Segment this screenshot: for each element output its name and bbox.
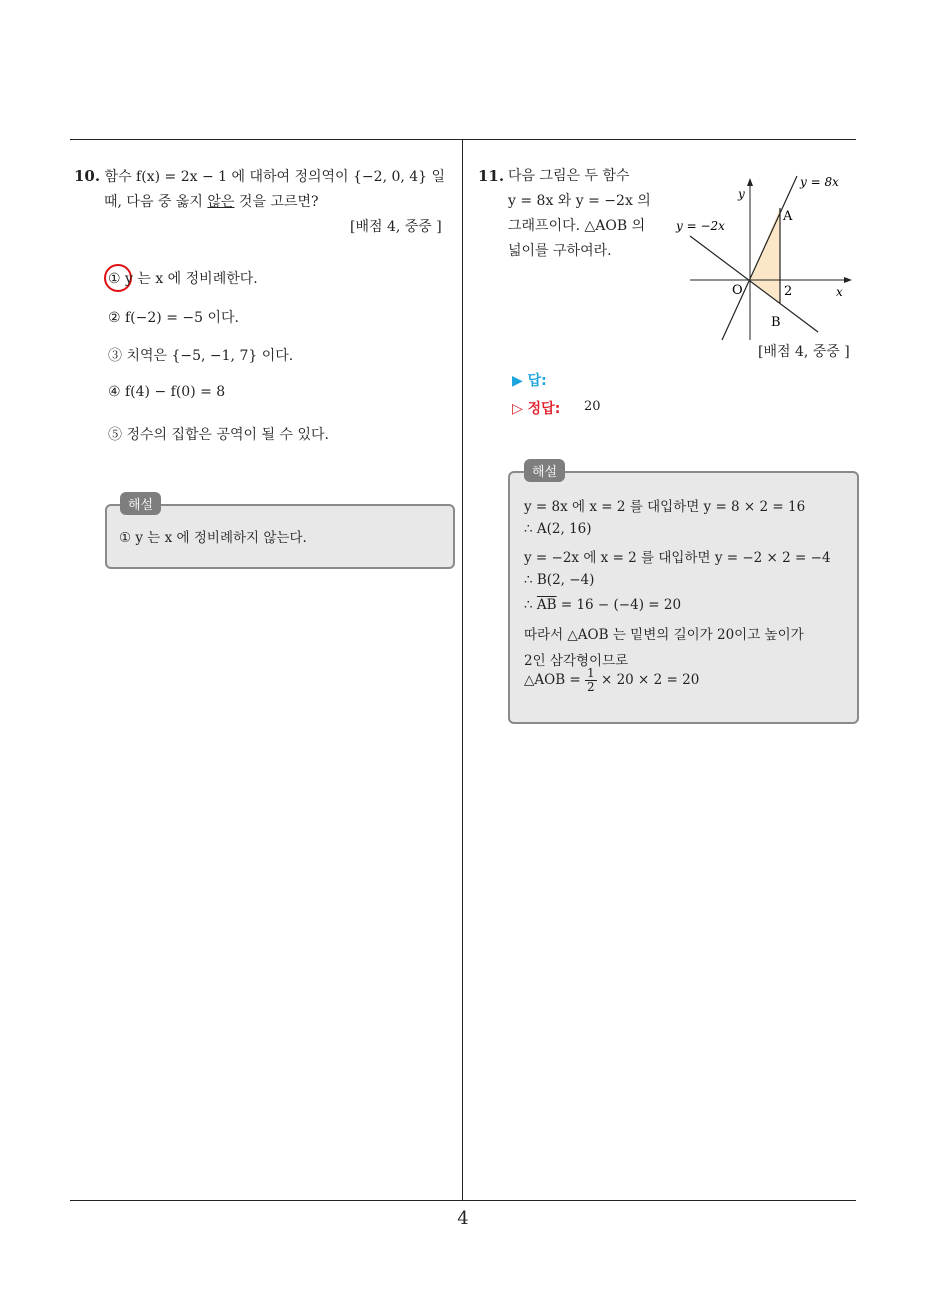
solution-line-4: ∴ B(2, −4)	[524, 572, 595, 588]
question-11-score: [배점 4, 중중 ]	[758, 344, 850, 360]
question-11-line2: y = 8x 와 y = −2x 의	[508, 193, 651, 209]
question-11-line3: 그래프이다. △AOB 의	[508, 218, 646, 234]
choice-1[interactable]: ① y 는 x 에 정비례한다.	[108, 271, 258, 287]
question-10-underlined-word: 않은	[207, 194, 235, 210]
area-label: △AOB =	[524, 672, 581, 688]
question-11-line4: 넓이를 구하여라.	[508, 243, 612, 259]
top-rule	[70, 139, 856, 140]
question-10	[74, 164, 459, 215]
question-10-score: [배점 4, 중중 ]	[350, 219, 442, 235]
question-10-line2	[74, 190, 459, 215]
page-number: 4	[457, 1208, 469, 1229]
choice-3[interactable]: ③ 치역은 {−5, −1, 7} 이다.	[108, 348, 294, 364]
question-11-number	[478, 164, 504, 190]
line-y-neg2x	[690, 236, 818, 332]
label-two: 2	[784, 284, 793, 299]
question-11-stem	[508, 164, 668, 264]
bottom-rule	[70, 1200, 856, 1201]
label-x: x	[836, 285, 843, 299]
answer-label: ▶ 답:	[512, 373, 547, 389]
solution-line-3: y = −2x 에 x = 2 를 대입하면 y = −2 × 2 = −4	[524, 550, 831, 566]
solution-line-6: 따라서 △AOB 는 밑변의 길이가 20이고 높이가	[524, 627, 804, 643]
correct-answer-value: 20	[584, 399, 601, 414]
function-graph	[670, 168, 860, 344]
question-10-number: 10.	[74, 167, 101, 185]
solution-line-7: 2인 삼각형이므로	[524, 653, 629, 669]
label-y: y	[738, 187, 745, 201]
choice-2[interactable]: ② f(−2) = −5 이다.	[108, 310, 239, 326]
label-y-neg2x: y = −2x	[676, 219, 725, 233]
solution-line-2: ∴ A(2, 16)	[524, 521, 592, 537]
x-axis-arrow	[844, 277, 852, 283]
label-a: A	[783, 209, 793, 224]
correct-answer-label: ▷ 정답:	[512, 401, 561, 417]
fraction-denominator: 2	[587, 680, 595, 694]
question-10-solution-text: ① y 는 x 에 정비례하지 않는다.	[119, 530, 307, 546]
solution-line-5: ∴ $\overline{AB} = 16 - (-4) = 20$	[524, 597, 682, 613]
fraction-numerator: 1	[587, 666, 595, 680]
question-11-solution-box	[508, 471, 859, 724]
question-10-line2-post: 것을 고르면?	[234, 194, 319, 210]
question-11-solution-tag: 해설	[524, 459, 565, 482]
question-11-line1: 다음 그림은 두 함수	[508, 168, 630, 184]
question-10-solution-tag: 해설	[120, 492, 161, 515]
solution-line-1: y = 8x 에 x = 2 를 대입하면 y = 8 × 2 = 16	[524, 499, 806, 515]
column-divider	[462, 139, 463, 1201]
choice-5[interactable]: ⑤ 정수의 집합은 공역이 될 수 있다.	[108, 427, 329, 443]
solution-area-line	[524, 667, 699, 694]
question-10-line2-pre: 때, 다음 중 옳지	[104, 194, 208, 210]
label-origin: O	[732, 283, 743, 298]
line-y-8x	[722, 176, 797, 340]
question-10-stem	[74, 164, 459, 190]
question-11-number-text: 11.	[478, 167, 505, 185]
question-10-line1: 함수 f(x) = 2x − 1 에 대하여 정의역이 {−2, 0, 4} 일	[104, 169, 446, 185]
fraction-one-half	[585, 667, 597, 694]
label-b: B	[771, 315, 781, 330]
choice-4[interactable]: ④ f(4) − f(0) = 8	[108, 384, 226, 400]
segment-ab-label: $\overline{AB}$	[536, 597, 557, 613]
area-expression: × 20 × 2 = 20	[600, 672, 700, 688]
label-y-8x: y = 8x	[800, 175, 839, 189]
answer-input[interactable]	[578, 368, 778, 388]
y-axis-arrow	[747, 178, 753, 186]
